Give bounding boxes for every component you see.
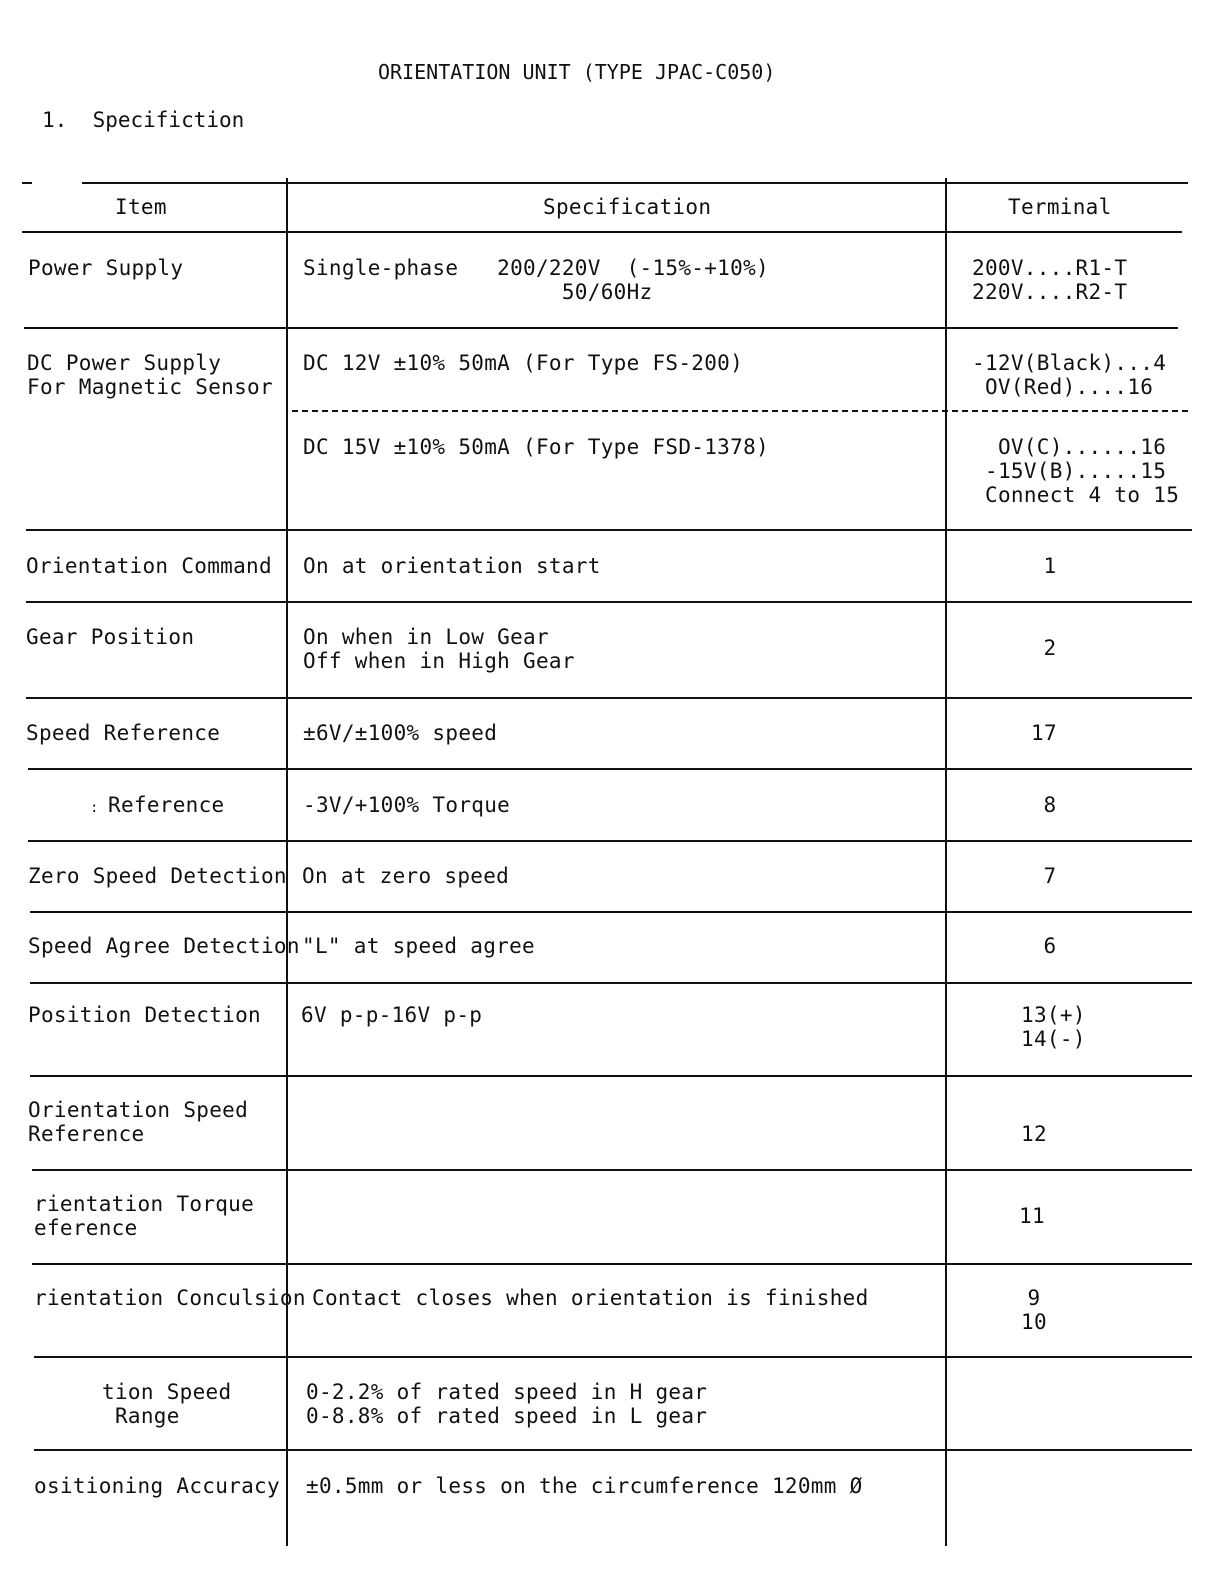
row-item: Reference	[108, 793, 225, 817]
row-terminal: 13(+) 14(-)	[1021, 1003, 1086, 1051]
table-top-rule	[82, 182, 1188, 184]
row-item: Position Detection	[28, 1003, 261, 1027]
row-item: Power Supply	[28, 256, 184, 280]
row-rule	[24, 327, 1178, 329]
row-spec: On at zero speed	[302, 864, 510, 888]
row-item: tion Speed Range	[102, 1380, 232, 1428]
row-terminal: 12	[1021, 1122, 1047, 1146]
row-spec: ±6V/±100% speed	[303, 721, 498, 745]
section-heading: 1. Specifiction	[42, 108, 245, 132]
row-rule	[28, 768, 1192, 770]
row-terminal: 200V....R1-T 220V....R2-T	[972, 256, 1128, 304]
row-item: rientation Conculsion	[34, 1286, 306, 1310]
table-top-mark	[22, 182, 32, 184]
row-rule	[26, 601, 1192, 603]
document-title: ORIENTATION UNIT (TYPE JPAC-C050)	[378, 60, 776, 84]
row-item: Zero Speed Detection	[28, 864, 287, 888]
row-rule	[28, 840, 1192, 842]
row-item: Orientation Speed Reference	[28, 1098, 249, 1146]
row-spec: "L" at speed agree	[302, 934, 535, 958]
row-rule	[30, 982, 1192, 984]
row-rule	[30, 1075, 1192, 1077]
row-item: Speed Agree Detection	[28, 934, 300, 958]
row-spec-alt: DC 15V ±10% 50mA (For Type FSD-1378)	[303, 435, 769, 459]
row-terminal: 17	[1031, 721, 1057, 745]
row-terminal: 9 10	[1021, 1286, 1047, 1334]
row-terminal: -12V(Black)...4 OV(Red)....16	[972, 351, 1167, 399]
row-terminal: 7	[1043, 864, 1057, 888]
row-terminal: 1	[1043, 554, 1057, 578]
header-item: Item	[115, 195, 167, 219]
row-spec: ±0.5mm or less on the circumference 120mm Ø	[306, 1474, 863, 1498]
row-spec: 6V p-p-16V p-p	[301, 1003, 483, 1027]
row-terminal: 6	[1043, 934, 1057, 958]
row-rule	[34, 1449, 1192, 1451]
row-rule	[32, 1263, 1192, 1265]
header-specification: Specification	[543, 195, 712, 219]
header-rule	[22, 231, 1182, 233]
row-item: Gear Position	[26, 625, 195, 649]
row-spec: 0-2.2% of rated speed in H gear 0-8.8% of rated speed in L gear	[306, 1380, 708, 1428]
row-terminal-alt: OV(C)......16 -15V(B).....15 Connect 4 to 15	[985, 435, 1180, 507]
row-spec: DC 12V ±10% 50mA (For Type FS-200)	[303, 351, 744, 375]
row-rule	[32, 1169, 1192, 1171]
row-item: DC Power Supply For Magnetic Sensor	[27, 351, 273, 399]
row-rule	[34, 1356, 1192, 1358]
header-terminal: Terminal	[1008, 195, 1112, 219]
row-spec: -3V/+100% Torque	[303, 793, 511, 817]
row-item: rientation Torque eference	[34, 1192, 255, 1240]
row-item: Orientation Command	[26, 554, 272, 578]
column-divider-spec	[945, 178, 947, 1546]
row-spec: Single-phase 200/220V (-15%-+10%) 50/60Hz	[303, 256, 769, 304]
row-item: ositioning Accuracy	[34, 1474, 280, 1498]
row-item-prefix: :	[90, 800, 99, 816]
row-rule	[26, 697, 1192, 699]
row-terminal: 11	[1019, 1204, 1045, 1228]
row-spec: Contact closes when orientation is finished	[312, 1286, 869, 1310]
row-item: Speed Reference	[26, 721, 221, 745]
row-dashed-rule	[292, 410, 1188, 412]
row-rule	[30, 911, 1192, 913]
row-spec: On when in Low Gear Off when in High Gear	[303, 625, 575, 673]
row-terminal: 2	[1043, 636, 1057, 660]
row-spec: On at orientation start	[303, 554, 601, 578]
column-divider-item	[286, 178, 288, 1546]
row-rule	[26, 529, 1192, 531]
row-terminal: 8	[1043, 793, 1057, 817]
